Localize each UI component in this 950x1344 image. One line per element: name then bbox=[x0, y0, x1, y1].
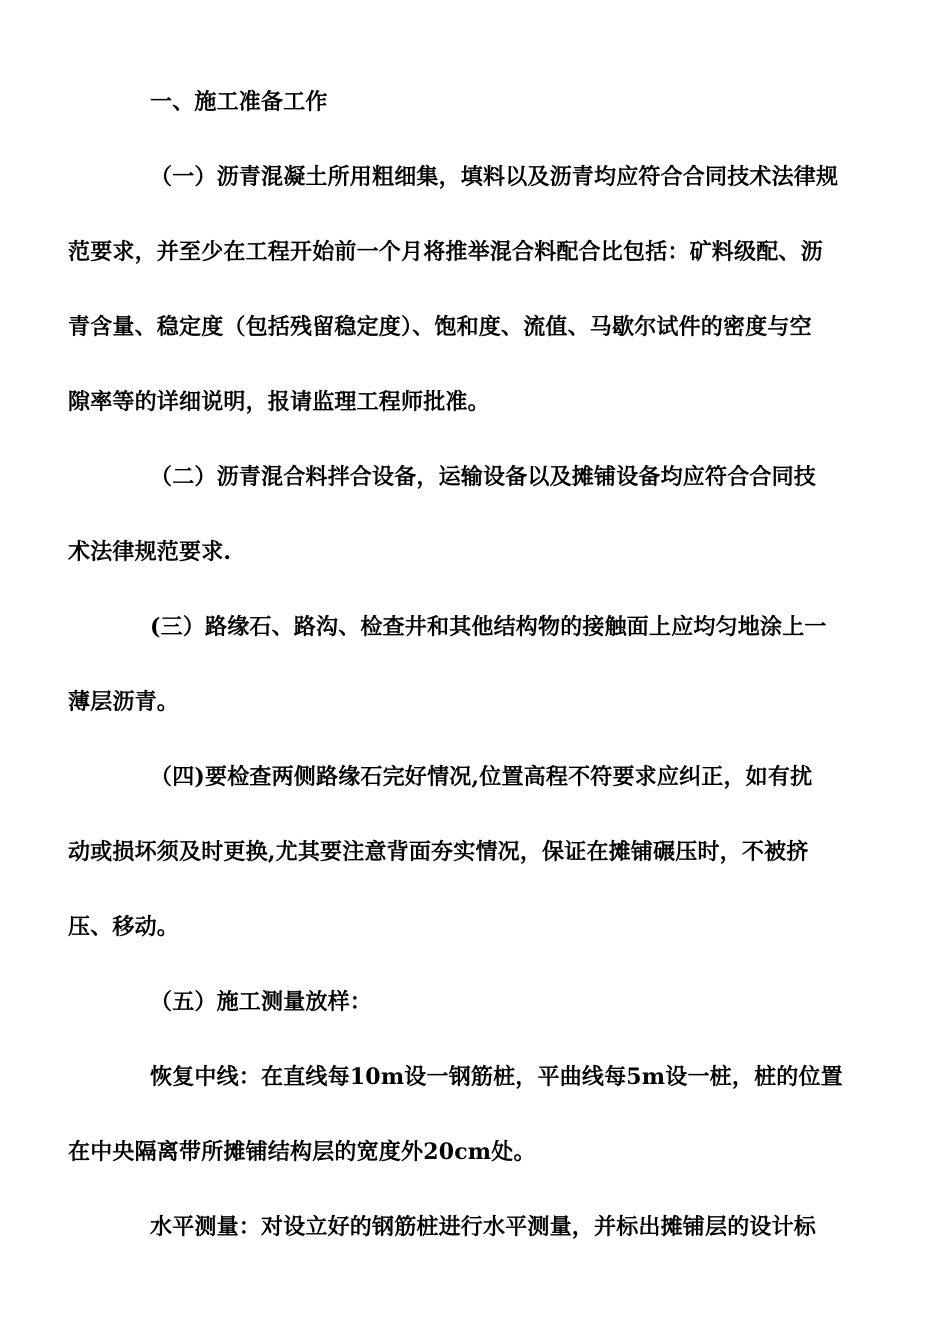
paragraph-3-line-2: 薄层沥青。 bbox=[68, 689, 180, 715]
paragraph-6-line-2: 在中央隔离带所摊铺结构层的宽度外20cm处。 bbox=[68, 1139, 536, 1165]
paragraph-1-line-1: （一）沥青混凝土所用粗细集，填料以及沥青均应符合合同技术法律规 bbox=[150, 164, 839, 190]
paragraph-1-line-4: 隙率等的详细说明，报请监理工程师批准。 bbox=[68, 389, 490, 415]
paragraph-4-line-3: 压、移动。 bbox=[68, 914, 180, 940]
paragraph-7-line-1: 水平测量：对设立好的钢筋桩进行水平测量，并标出摊铺层的设计标 bbox=[150, 1214, 817, 1240]
paragraph-2-line-2: 术法律规范要求. bbox=[68, 539, 232, 565]
section-heading: 一、施工准备工作 bbox=[150, 89, 328, 115]
paragraph-5-heading: （五）施工测量放样： bbox=[150, 989, 373, 1015]
paragraph-4-line-1: （四)要检查两侧路缘石完好情况,位置高程不符要求应纠正，如有扰 bbox=[150, 764, 813, 790]
paragraph-3-line-1: (三）路缘石、路沟、检查井和其他结构物的接触面上应均匀地涂上一 bbox=[150, 614, 827, 640]
paragraph-1-line-3: 青含量、稳定度（包括残留稳定度）、饱和度、流值、马歇尔试件的密度与空 bbox=[68, 314, 812, 340]
paragraph-2-line-1: （二）沥青混合料拌合设备，运输设备以及摊铺设备均应符合合同技 bbox=[150, 464, 817, 490]
paragraph-1-line-2: 范要求，并至少在工程开始前一个月将推举混合料配合比包括：矿料级配、沥 bbox=[68, 239, 823, 265]
paragraph-6-line-1: 恢复中线：在直线每10m设一钢筋桩，平曲线每5m设一桩，桩的位置 bbox=[150, 1064, 843, 1090]
paragraph-4-line-2: 动或损坏须及时更换,尤其要注意背面夯实情况，保证在摊铺碾压时，不被挤 bbox=[68, 839, 809, 865]
